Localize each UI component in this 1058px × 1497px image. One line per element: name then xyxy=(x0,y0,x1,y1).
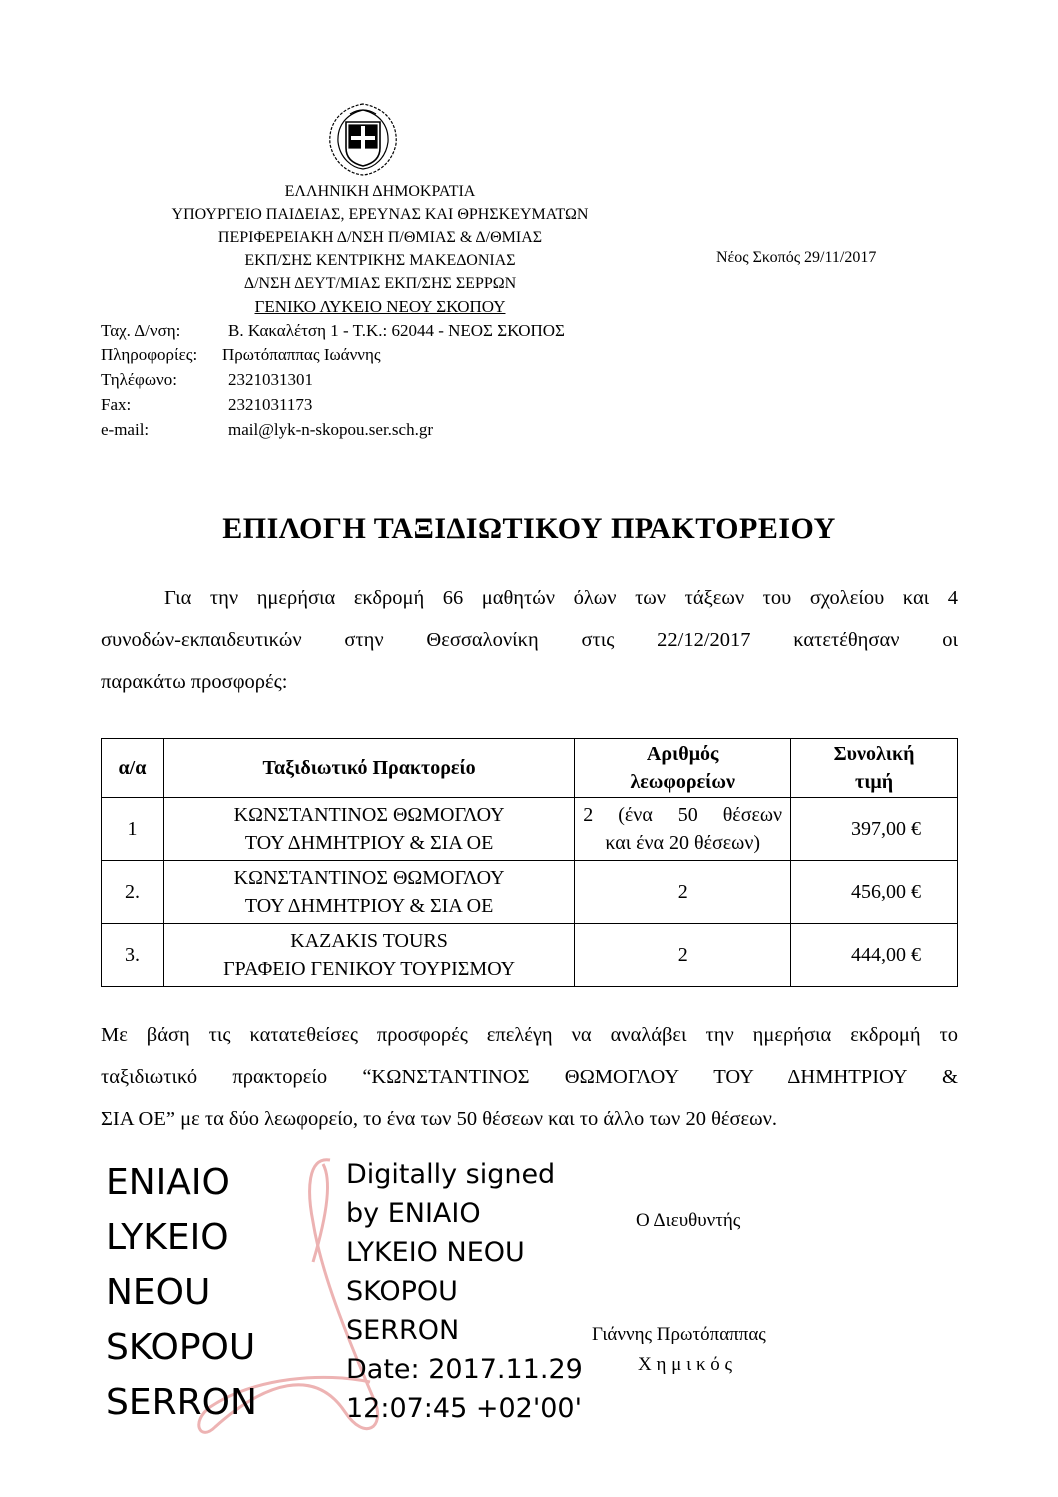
signature-name-line: SKOPOU xyxy=(106,1327,256,1368)
conclusion-line-3: ΣΙΑ ΟΕ” με τα δύο λεωφορείο, το ένα των 50 θέσεων και το άλλο των 20 θέσεων. xyxy=(101,1108,778,1130)
signature-name-line: SERRON xyxy=(106,1382,257,1423)
col-header-price-text: Συνολική τιμή xyxy=(833,743,915,793)
signature-detail-line: SKOPOU xyxy=(346,1276,458,1307)
signature-detail-line: Digitally signed xyxy=(346,1159,556,1190)
signature-name-line: ENIAIO xyxy=(106,1162,230,1203)
row-price: 397,00 € xyxy=(791,798,958,861)
header-school-name: ΓΕΝΙΚΟ ΛΥΚΕΙΟ ΝΕΟΥ ΣΚΟΠΟΥ xyxy=(254,297,506,316)
row-buses: 2 xyxy=(575,924,791,987)
fax-label: Fax: xyxy=(101,395,132,414)
digital-signature-name xyxy=(106,1155,257,1430)
col-header-agency: Ταξιδιωτικό Πρακτορείο xyxy=(163,739,574,798)
col-header-buses xyxy=(575,739,791,798)
intro-line-1: Για την ημερήσια εκδρομή 66 μαθητών όλων των τάξεων του σχολείου και 4 xyxy=(164,587,958,609)
intro-line-3: παρακάτω προσφορές: xyxy=(101,671,288,693)
signature-detail-line: Date: 2017.11.29 xyxy=(346,1354,583,1385)
conclusion-line-1: Με βάση τις κατατεθείσες προσφορές επελέγη να αναλάβει την ημερήσια εκδρομή το xyxy=(101,1024,958,1046)
table-row xyxy=(102,924,958,987)
row-agency xyxy=(163,924,574,987)
table-header-row xyxy=(102,739,958,798)
signatory-name: Γιάννης Πρωτόπαππας xyxy=(592,1324,766,1345)
phone-value: 2321031301 xyxy=(228,370,313,389)
info-label: Πληροφορίες: xyxy=(101,345,198,364)
offers-table xyxy=(101,738,958,987)
agency-line-1: ΚΩΝΣΤΑΝΤΙΝΟΣ ΘΩΜΟΓΛΟΥ xyxy=(233,804,505,826)
document-date: Νέος Σκοπός 29/11/2017 xyxy=(716,249,877,266)
agency-line-2: ΤΟΥ ΔΗΜΗΤΡΙΟΥ & ΣΙΑ ΟΕ xyxy=(244,895,494,917)
row-price: 456,00 € xyxy=(791,861,958,924)
header-school-wrap xyxy=(100,296,660,318)
address-label: Ταχ. Δ/νση: xyxy=(101,321,181,340)
email-value: mail@lyk-n-skopou.ser.sch.gr xyxy=(228,420,433,439)
signature-name-line: LYKEIO xyxy=(106,1217,229,1258)
agency-line-1: KAZAKIS TOURS xyxy=(290,930,448,952)
signature-detail-line: LYKEIO NEOU xyxy=(346,1237,525,1268)
email-label: e-mail: xyxy=(101,420,150,439)
signature-detail-line: 12:07:45 +02'00' xyxy=(346,1393,583,1424)
header-line-region-name: ΕΚΠ/ΣΗΣ ΚΕΝΤΡΙΚΗΣ ΜΑΚΕΔΟΝΙΑΣ xyxy=(244,252,516,269)
buses-line-2: και ένα 20 θέσεων) xyxy=(605,832,761,854)
coat-of-arms-icon xyxy=(320,100,406,178)
row-buses xyxy=(575,798,791,861)
row-buses: 2 xyxy=(575,861,791,924)
table-row xyxy=(102,798,958,861)
intro-line-2: συνοδών-εκπαιδευτικών στην Θεσσαλονίκη στις 22/12/2017 κατετέθησαν οι xyxy=(101,629,958,651)
col-header-buses-text: Αριθμός λεωφορείων xyxy=(630,743,735,793)
row-number: 2. xyxy=(102,861,164,924)
col-header-price xyxy=(791,739,958,798)
col-header-number: α/α xyxy=(102,739,164,798)
signature-name-line: NEOU xyxy=(106,1272,211,1313)
table-row xyxy=(102,861,958,924)
row-agency xyxy=(163,861,574,924)
fax-value: 2321031173 xyxy=(228,395,313,414)
row-number: 3. xyxy=(102,924,164,987)
conclusion-paragraph xyxy=(101,1014,958,1140)
signature-detail-line: SERRON xyxy=(346,1315,460,1346)
header-line-republic: ΕΛΛΗΝΙΚΗ ΔΗΜΟΚΡΑΤΙΑ xyxy=(284,183,476,200)
agency-line-1: ΚΩΝΣΤΑΝΤΙΝΟΣ ΘΩΜΟΓΛΟΥ xyxy=(233,867,505,889)
header-line-directorate: Δ/ΝΣΗ ΔΕΥΤ/ΜΙΑΣ ΕΚΠ/ΣΗΣ ΣΕΡΡΩΝ xyxy=(243,275,517,292)
address-value: Β. Κακαλέτση 1 - Τ.Κ.: 62044 - ΝΕΟΣ ΣΚΟΠΟΣ xyxy=(228,321,565,340)
buses-line-1: 2 (ένα 50 θέσεων xyxy=(583,804,783,826)
signatory-role: Ο Διευθυντής xyxy=(636,1210,741,1231)
document-title: ΕΠΙΛΟΓΗ ΤΑΞΙΔΙΩΤΙΚΟΥ ΠΡΑΚΤΟΡΕΙΟΥ xyxy=(222,512,836,545)
conclusion-line-2: ταξιδιωτικό πρακτορείο “ΚΩΝΣΤΑΝΤΙΝΟΣ ΘΩΜΟΓΛΟΥ ΤΟΥ ΔΗΜΗΤΡΙΟΥ & xyxy=(101,1066,958,1088)
intro-paragraph xyxy=(101,577,958,703)
agency-line-2: ΓΡΑΦΕΙΟ ΓΕΝΙΚΟΥ ΤΟΥΡΙΣΜΟΥ xyxy=(223,958,516,980)
row-price: 444,00 € xyxy=(791,924,958,987)
info-value: Πρωτόπαππας Ιωάννης xyxy=(222,345,381,364)
agency-line-2: ΤΟΥ ΔΗΜΗΤΡΙΟΥ & ΣΙΑ ΟΕ xyxy=(244,832,494,854)
header-line-regional: ΠΕΡΙΦΕΡΕΙΑΚΗ Δ/ΝΣΗ Π/ΘΜΙΑΣ & Δ/ΘΜΙΑΣ xyxy=(217,229,543,246)
row-number: 1 xyxy=(102,798,164,861)
signature-detail-line: by ENIAIO xyxy=(346,1198,481,1229)
digital-signature-details xyxy=(346,1155,583,1428)
header-line-ministry: ΥΠΟΥΡΓΕΙΟ ΠΑΙΔΕΙΑΣ, ΕΡΕΥΝΑΣ ΚΑΙ ΘΡΗΣΚΕΥΜΑΤΩΝ xyxy=(171,206,589,223)
phone-label: Τηλέφωνο: xyxy=(101,370,177,389)
signatory-specialty: Χ η μ ι κ ό ς xyxy=(638,1354,733,1375)
row-agency xyxy=(163,798,574,861)
